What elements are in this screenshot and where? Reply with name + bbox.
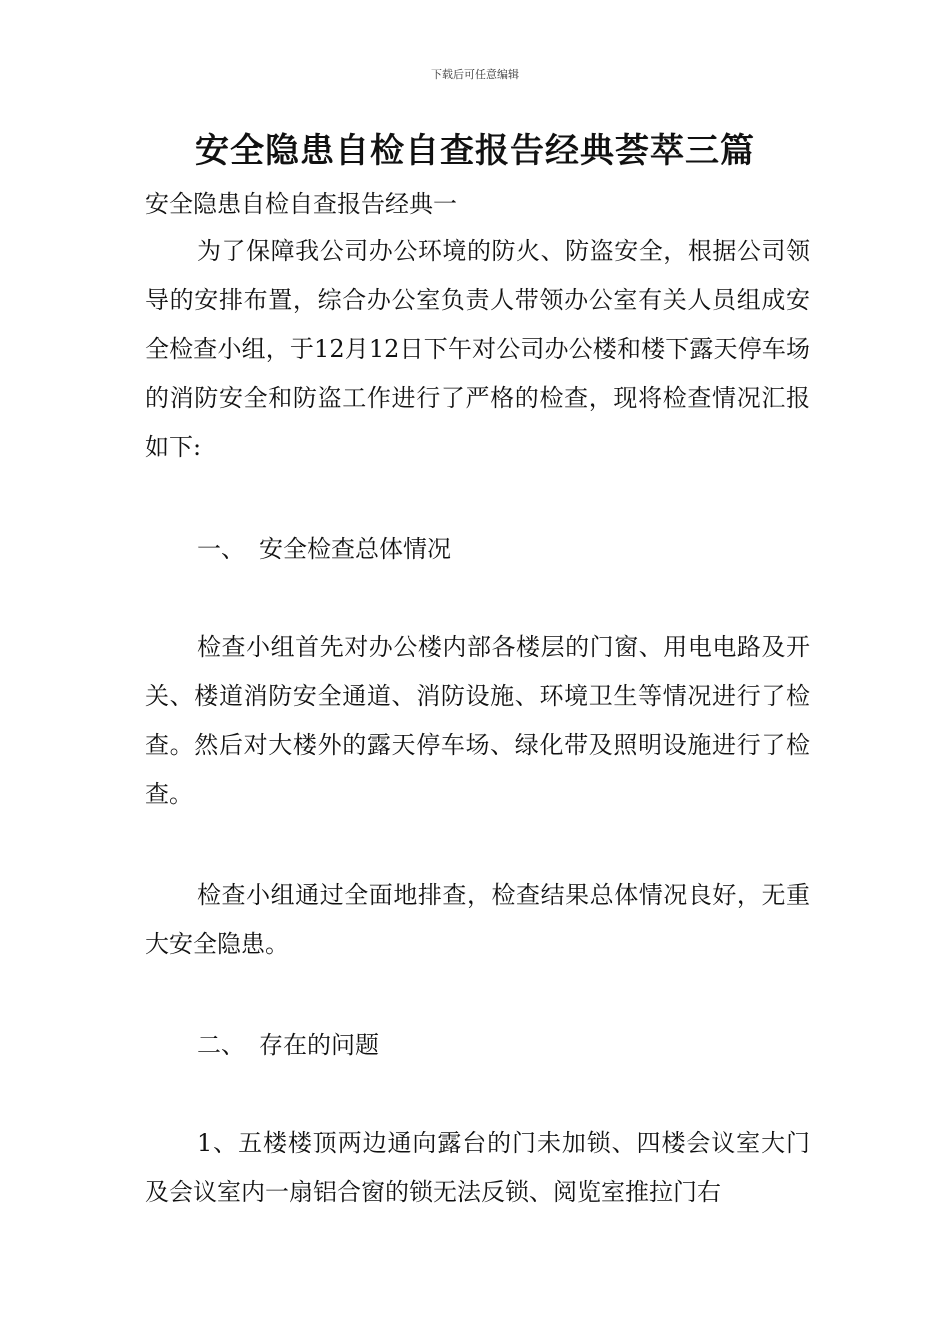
intro-paragraph: 为了保障我公司办公环境的防火、防盗安全，根据公司领导的安排布置，综合办公室负责人带领办公室有关人员组成安全检查小组，于12月12日下午对公司办公楼和楼下露天停车场的消防安全和防盗工作进行了严格的检查，现将检查情况汇报如下: <box>145 237 810 461</box>
section-1-number: 一、 <box>197 535 245 563</box>
document-title: 安全隐患自检自查报告经典荟萃三篇 <box>195 131 755 171</box>
section-2-number: 二、 <box>197 1031 245 1059</box>
document-subtitle: 安全隐患自检自查报告经典一 <box>145 190 457 218</box>
inspection-scope-paragraph: 检查小组首先对办公楼内部各楼层的门窗、用电电路及开关、楼道消防安全通道、消防设施、环境卫生等情况进行了检查。然后对大楼外的露天停车场、绿化带及照明设施进行了检查。 <box>145 633 810 808</box>
section-heading-2 <box>145 1021 862 1070</box>
section-2-text: 存在的问题 <box>259 1031 379 1059</box>
section-heading-1 <box>145 525 862 574</box>
header-note: 下载后可任意编辑 <box>431 68 519 81</box>
section-1-text: 安全检查总体情况 <box>259 535 451 563</box>
result-paragraph: 检查小组通过全面地排查，检查结果总体情况良好，无重大安全隐患。 <box>145 881 810 958</box>
problem-1-paragraph: 1、五楼楼顶两边通向露台的门未加锁、四楼会议室大门及会议室内一扇铝合窗的锁无法反锁、阅览室推拉门右 <box>145 1129 810 1206</box>
